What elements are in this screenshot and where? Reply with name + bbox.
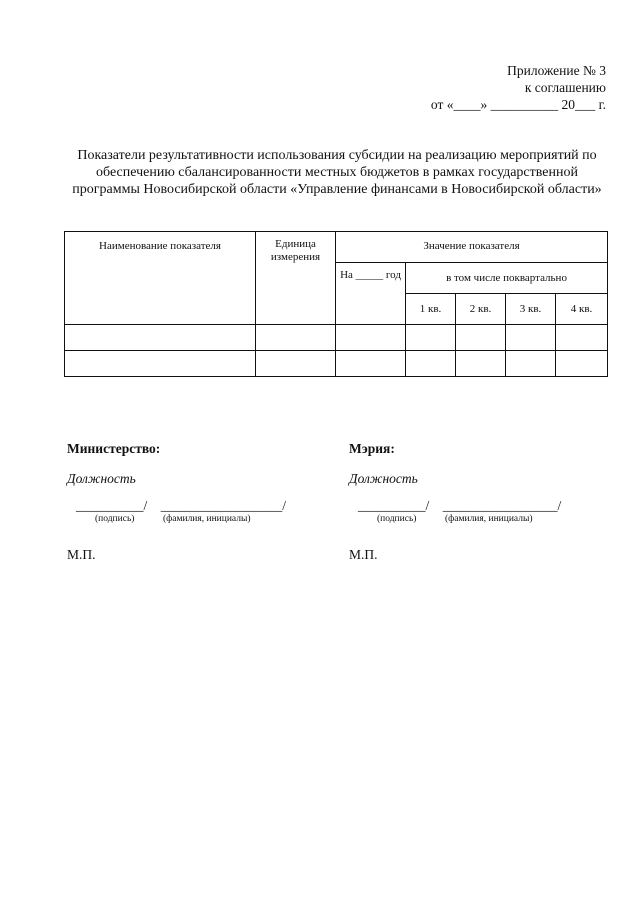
table-cell [556, 351, 608, 377]
signature-hints: (подпись) (фамилия, инициалы) [95, 514, 251, 524]
table-cell [506, 351, 556, 377]
appendix-header [431, 62, 606, 113]
header-year: На _____ год [336, 263, 406, 325]
header-unit: Единица измерения [256, 232, 336, 325]
table-cell [406, 351, 456, 377]
appendix-agreement: к соглашению [524, 80, 606, 95]
table-cell [65, 351, 256, 377]
signature-lines: __________/ __________________/ [76, 498, 287, 513]
header-indicator-name: Наименование показателя [65, 232, 256, 325]
signature-lines: __________/ _________________/ [358, 498, 562, 513]
appendix-number: Приложение № 3 [507, 63, 606, 78]
stamp-placeholder: М.П. [349, 547, 378, 562]
document-title: Показатели результативности использования субсидии на реализацию мероприятий по обеспечению сбалансированности местных бюджетов в рамках государственной программы Новосибирской области «Управление финансами в Новосибирской области» [72, 148, 602, 197]
header-q2: 2 кв. [456, 294, 506, 325]
signature-position: Должность [349, 471, 418, 486]
stamp-placeholder: М.П. [67, 547, 96, 562]
header-q1: 1 кв. [406, 294, 456, 325]
signature-hints: (подпись) (фамилия, инициалы) [377, 514, 533, 524]
appendix-date: от «____» __________ 20___ г. [430, 97, 606, 112]
header-indicator-value: Значение показателя [336, 232, 608, 263]
table-cell [456, 351, 506, 377]
table-cell [336, 351, 406, 377]
table-cell [336, 325, 406, 351]
table-cell [506, 325, 556, 351]
header-q3: 3 кв. [506, 294, 556, 325]
header-quarterly: в том числе поквартально [406, 263, 608, 294]
signature-block-mayoralty [349, 441, 619, 563]
table-row [65, 325, 608, 351]
table-cell [406, 325, 456, 351]
table-cell [256, 351, 336, 377]
signature-org: Министерство: [67, 441, 161, 456]
table-cell [556, 325, 608, 351]
signature-org: Мэрия: [349, 441, 395, 456]
signature-block-ministry [67, 441, 337, 563]
header-q4: 4 кв. [556, 294, 608, 325]
table-header-row [65, 232, 608, 263]
table-cell [256, 325, 336, 351]
table-cell [65, 325, 256, 351]
indicators-table [64, 231, 608, 377]
signature-position: Должность [67, 471, 136, 486]
table-row [65, 351, 608, 377]
table-cell [456, 325, 506, 351]
